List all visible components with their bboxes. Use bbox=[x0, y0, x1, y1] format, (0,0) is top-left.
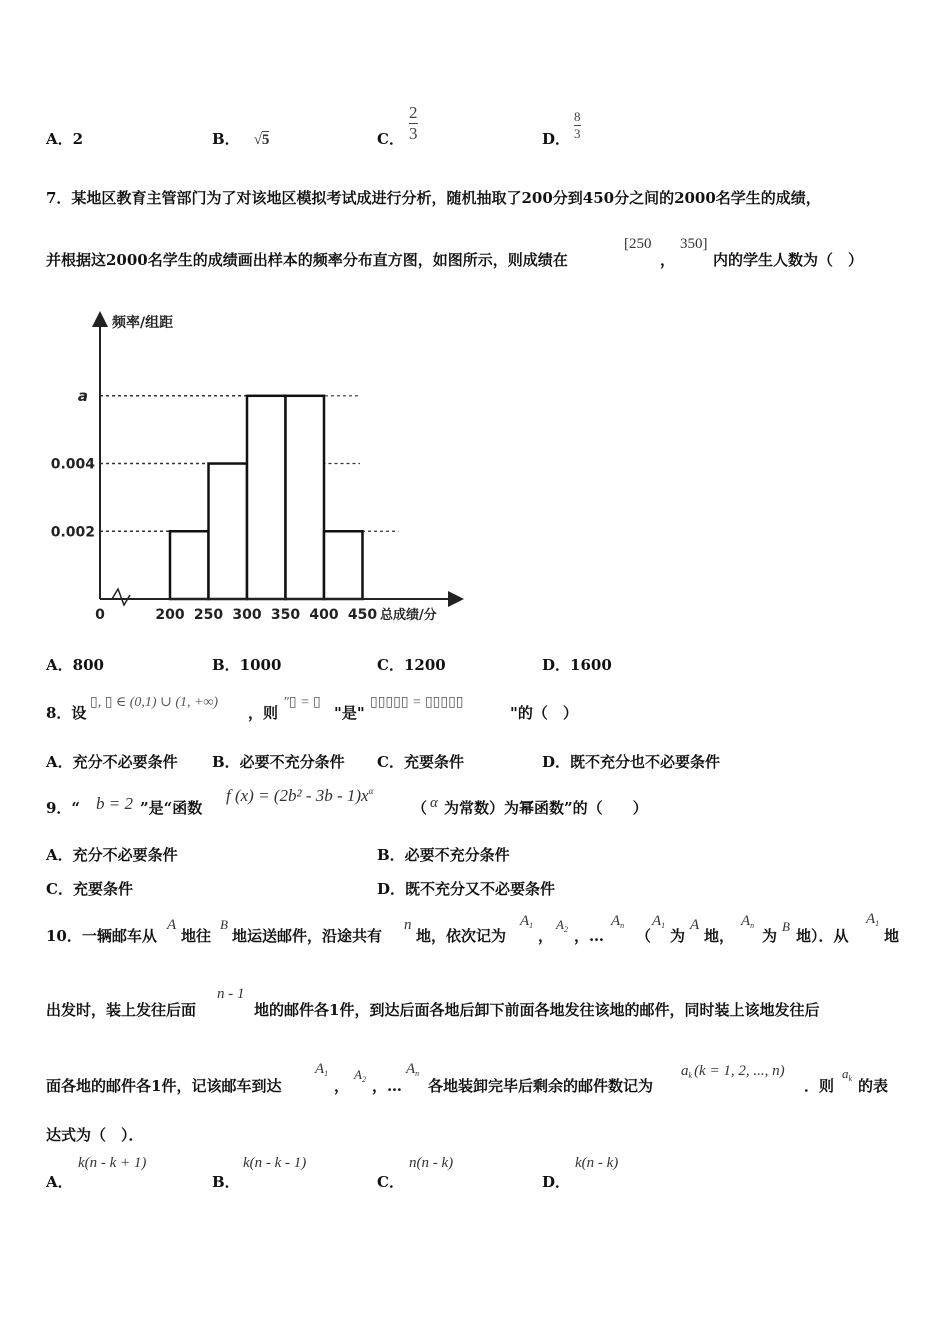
q10-place-end: 地 bbox=[884, 927, 900, 945]
q7-line-1: 7．某地区教育主管部门为了对该地区模拟考试成进行分析，随机抽取了200分到450分之间的2000名学生的成绩， bbox=[46, 189, 821, 207]
q9-function-exponent: α bbox=[368, 786, 374, 796]
q10-from-a1-letter: A bbox=[866, 911, 876, 927]
q10-an-letter: A bbox=[611, 913, 621, 929]
q10-l3-d: 的表 bbox=[858, 1077, 889, 1095]
q9-function-body: f (x) = (2b² - 3b - 1)x bbox=[226, 786, 369, 805]
q10-option-d-expr[interactable]: k(n - k) bbox=[575, 1155, 619, 1171]
x-tick-label: 450 bbox=[347, 607, 378, 623]
q10-paren: （ bbox=[636, 927, 652, 945]
q10-an bbox=[611, 913, 624, 930]
q8-quote1: "▯ = ▯ bbox=[283, 695, 321, 710]
q8-option-d[interactable]: D．既不充分也不必要条件 bbox=[542, 753, 721, 771]
axis-break-zigzag bbox=[112, 589, 130, 605]
histogram-bar bbox=[209, 464, 248, 599]
q9-alpha: α bbox=[430, 795, 438, 811]
q10-paren-a1 bbox=[652, 913, 665, 930]
q6-option-a[interactable] bbox=[46, 128, 83, 149]
histogram-bar bbox=[247, 396, 286, 599]
q8-mid2: "是" bbox=[334, 704, 365, 722]
q10-from-a1-sub: 1 bbox=[875, 919, 880, 928]
q10-l3-a1-sub: 1 bbox=[324, 1069, 329, 1078]
q10-l3-a1 bbox=[315, 1061, 328, 1078]
q9-function bbox=[226, 786, 373, 806]
q10-a2-sub: 2 bbox=[563, 925, 568, 934]
y-tick-label: 0.002 bbox=[50, 524, 95, 541]
q7-interval-left: [250 bbox=[624, 236, 652, 252]
q10-is-a: A bbox=[690, 917, 700, 933]
q10-l3-a: 面各地的邮件各1件，记该邮车到达 bbox=[46, 1077, 282, 1095]
q10-a1-letter: A bbox=[520, 913, 530, 929]
q10-point-a: A bbox=[167, 917, 177, 933]
sqrt-radicand: 5 bbox=[261, 132, 270, 148]
y-axis-label: 频率/组距 bbox=[112, 315, 174, 331]
q10-option-c-label[interactable]: C． bbox=[377, 1173, 404, 1191]
q7-option-a[interactable]: A．800 bbox=[46, 656, 104, 674]
x-tick-label: 0 bbox=[95, 607, 105, 623]
q10-point-b: B bbox=[220, 917, 228, 932]
q10-n: n bbox=[404, 917, 412, 933]
option-label: C． bbox=[377, 130, 404, 148]
q10-l2-b: 地的邮件各1件，到达后面各地后卸下前面各地发往该地的邮件，同时装上该地发往后 bbox=[254, 1001, 820, 1019]
q10-l2-a: 出发时，装上发往后面 bbox=[46, 1001, 197, 1019]
q10-option-d-label[interactable]: D． bbox=[542, 1173, 571, 1191]
q10-l3-b: 各地装卸完毕后剩余的邮件数记为 bbox=[428, 1077, 654, 1095]
q10-l3-sep: ， bbox=[334, 1077, 350, 1095]
q9-prefix: 9．“ bbox=[46, 799, 81, 817]
q10-l3-ak-sub: k bbox=[848, 1074, 853, 1083]
q9-suffix: 为常数）为幂函数”的（ ） bbox=[444, 799, 648, 817]
q10-text-c: 地运送邮件，沿途共有 bbox=[232, 927, 383, 945]
q10-from: 地）．从 bbox=[796, 927, 849, 945]
q10-l3-ak bbox=[842, 1066, 852, 1083]
q8-suffix: "的（ ） bbox=[510, 704, 578, 722]
y-tick-label: 0.004 bbox=[50, 456, 95, 473]
q10-paren-an-sub: n bbox=[750, 921, 755, 930]
q9-mid: ”是“函数 bbox=[140, 799, 203, 817]
q6-option-c[interactable] bbox=[377, 128, 404, 149]
q7-option-b[interactable]: B．1000 bbox=[212, 656, 282, 674]
sqrt-symbol: √ bbox=[253, 132, 262, 148]
option-label: D． bbox=[542, 130, 571, 148]
q8-option-b[interactable]: B．必要不充分条件 bbox=[212, 753, 345, 771]
q7-line-2 bbox=[46, 249, 568, 270]
q10-l3-c: ．则 bbox=[804, 1077, 835, 1095]
q7-line-2-end: 内的学生人数为（ ） bbox=[713, 251, 864, 269]
q7-line-2-text: 并根据这2000名学生的成绩画出样本的频率分布直方图，如图所示，则成绩在 bbox=[46, 251, 568, 269]
q10-a2 bbox=[556, 917, 568, 934]
q7-interval-comma: ， bbox=[660, 251, 676, 269]
q10-sep-1: ， bbox=[538, 927, 554, 945]
q10-is-b: B bbox=[782, 919, 790, 934]
q10-a1 bbox=[520, 913, 533, 930]
q10-option-a-expr[interactable]: k(n - k + 1) bbox=[78, 1155, 147, 1171]
q10-l3-a2 bbox=[354, 1067, 366, 1084]
q10-ak bbox=[681, 1063, 785, 1080]
q8-option-a[interactable]: A．充分不必要条件 bbox=[46, 753, 178, 771]
x-tick-label: 250 bbox=[193, 607, 224, 623]
q10-l3-an bbox=[406, 1061, 419, 1078]
option-label: A． bbox=[46, 130, 73, 148]
q6-option-c-fraction bbox=[409, 103, 418, 144]
x-tick-label: 300 bbox=[232, 607, 262, 623]
x-axis-label: 总成绩/分 bbox=[380, 608, 437, 623]
histogram-bar bbox=[324, 531, 363, 599]
q9-option-c[interactable]: C．充要条件 bbox=[46, 880, 133, 898]
q10-paren-a1-sub: 1 bbox=[661, 921, 666, 930]
q10-paren-an bbox=[741, 913, 754, 930]
q10-option-c-expr[interactable]: n(n - k) bbox=[409, 1155, 454, 1171]
q10-l3-a2-letter: A bbox=[354, 1067, 362, 1082]
frequency-histogram bbox=[40, 305, 480, 635]
q10-is-1: 为 bbox=[670, 927, 686, 945]
numerator: 2 bbox=[409, 103, 418, 122]
q8-prefix: 8．设 bbox=[46, 704, 87, 722]
q10-l3-a2-sub: 2 bbox=[361, 1075, 366, 1084]
q10-l3-an-letter: A bbox=[406, 1061, 416, 1077]
q9-option-a[interactable]: A．充分不必要条件 bbox=[46, 846, 178, 864]
q10-text-a: 10．一辆邮车从 bbox=[46, 927, 157, 945]
q10-place-1: 地， bbox=[704, 927, 735, 945]
option-value: 2 bbox=[72, 130, 84, 148]
q10-line-4: 达式为（ ）． bbox=[46, 1126, 144, 1144]
q8-condition: ▯, ▯ ∈ (0,1) ∪ (1, +∞) bbox=[90, 695, 219, 710]
q10-l3-ak-letter: a bbox=[842, 1066, 849, 1081]
denominator: 3 bbox=[574, 126, 581, 141]
histogram-bar bbox=[286, 396, 325, 599]
q10-paren-a1-letter: A bbox=[652, 913, 662, 929]
q10-paren-an-letter: A bbox=[741, 913, 751, 929]
q10-l3-an-sub: n bbox=[415, 1069, 420, 1078]
q10-l3-dots: ，… bbox=[372, 1077, 403, 1095]
q10-l3-a1-letter: A bbox=[315, 1061, 325, 1077]
q10-from-a1 bbox=[866, 911, 879, 928]
q10-dots: ，… bbox=[574, 927, 605, 945]
q8-stem bbox=[46, 702, 86, 723]
q10-n-minus-1: n - 1 bbox=[217, 986, 245, 1002]
q10-ak-condition: (k = 1, 2, ..., n) bbox=[694, 1063, 785, 1079]
q6-option-d[interactable] bbox=[542, 128, 570, 149]
q10-is-2: 为 bbox=[762, 927, 778, 945]
q8-quote2: ▯▯▯▯▯ = ▯▯▯▯▯ bbox=[370, 695, 464, 710]
q9-condition: b = 2 bbox=[96, 794, 133, 813]
q10-option-b-expr[interactable]: k(n - k - 1) bbox=[243, 1155, 307, 1171]
denominator: 3 bbox=[409, 124, 418, 143]
q10-an-sub: n bbox=[620, 921, 625, 930]
q10-a2-letter: A bbox=[556, 917, 564, 932]
q8-mid1: ，则 bbox=[248, 704, 279, 722]
x-tick-label: 400 bbox=[309, 607, 339, 623]
q10-option-b-label[interactable]: B． bbox=[212, 1173, 240, 1191]
q7-option-d[interactable]: D．1600 bbox=[542, 656, 612, 674]
histogram-bar bbox=[170, 531, 209, 599]
q10-ak-sub: k bbox=[688, 1071, 693, 1080]
q6-option-b[interactable] bbox=[212, 128, 269, 149]
q9-paren: （ bbox=[412, 799, 428, 817]
q6-option-d-fraction bbox=[574, 109, 581, 142]
q10-a1-sub: 1 bbox=[529, 921, 534, 930]
x-tick-label: 350 bbox=[270, 607, 301, 623]
q8-option-c[interactable]: C．充要条件 bbox=[377, 753, 464, 771]
q9-option-d[interactable]: D．既不充分又不必要条件 bbox=[377, 880, 556, 898]
q10-text-d: 地，依次记为 bbox=[416, 927, 507, 945]
q10-ak-letter: a bbox=[681, 1063, 689, 1079]
q10-option-a-label[interactable]: A． bbox=[46, 1173, 73, 1191]
numerator: 8 bbox=[574, 109, 581, 124]
q10-text-b: 地往 bbox=[181, 927, 212, 945]
x-tick-label: 200 bbox=[155, 607, 185, 623]
q9-option-b[interactable]: B．必要不充分条件 bbox=[377, 846, 510, 864]
option-label: B． bbox=[212, 130, 240, 148]
q7-interval-right: 350] bbox=[680, 236, 708, 252]
y-tick-label: a bbox=[77, 386, 88, 405]
q7-option-c[interactable]: C．1200 bbox=[377, 656, 446, 674]
